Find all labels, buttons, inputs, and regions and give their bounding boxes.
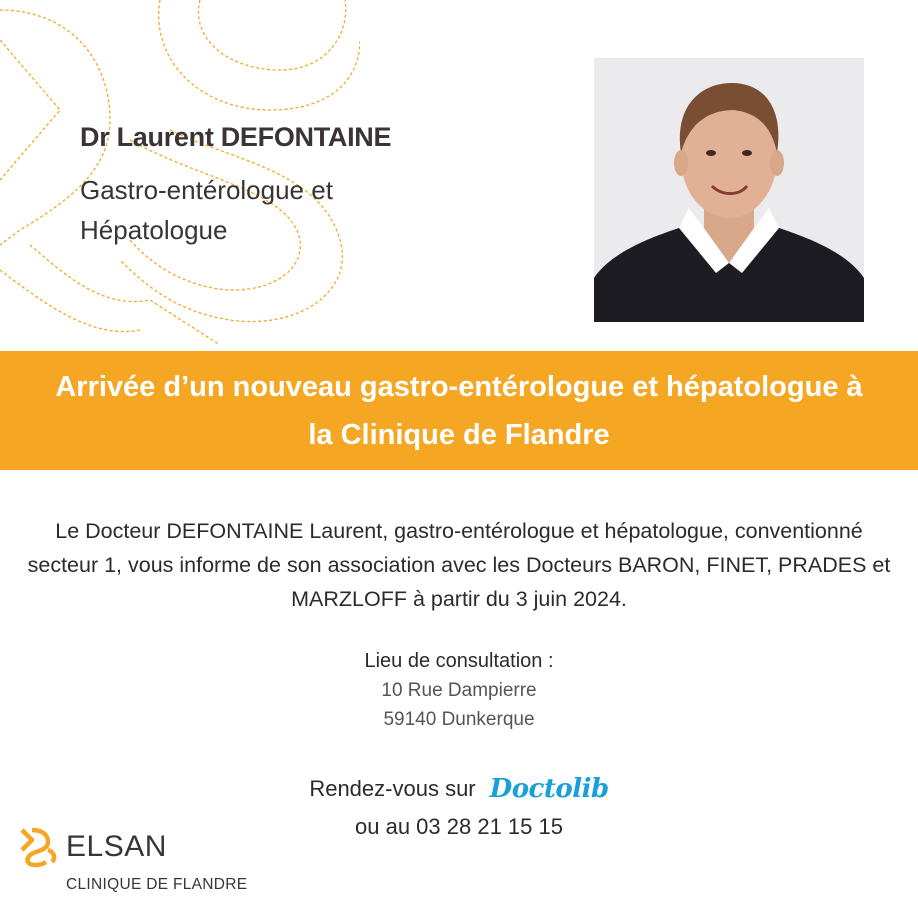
banner-title: Arrivée d’un nouveau gastro-entérologue et hépatologue à la Clinique de Flandre — [55, 370, 863, 451]
doctor-name: Dr Laurent DEFONTAINE — [80, 122, 392, 152]
portrait-illustration — [594, 58, 864, 322]
phone-number: ou au 03 28 21 15 15 — [355, 814, 563, 839]
address-city: 59140 Dunkerque — [383, 709, 535, 730]
doctolib-link[interactable]: Doctolib — [489, 774, 609, 804]
brand-subtitle: CLINIQUE DE FLANDRE — [66, 876, 248, 893]
appointment-line — [0, 774, 918, 804]
announcement-banner — [0, 351, 918, 470]
appointment-text: Rendez-vous sur — [309, 776, 476, 801]
doctor-specialty: Gastro-entérologue et Hépatologue — [80, 175, 333, 245]
location-label: Lieu de consultation : — [364, 650, 554, 672]
elsan-logo-icon — [18, 826, 58, 868]
intro-paragraph: Le Docteur DEFONTAINE Laurent, gastro-entérologue et hépatologue, conventionné secteur 1, vous informe de son association avec les Docteurs BARON, FINET, PRADES et MARZLOFF à partir du 3 juin 2024. — [27, 519, 891, 611]
doctor-portrait-image — [594, 58, 864, 322]
address-street: 10 Rue Dampierre — [381, 680, 537, 701]
brand-name: ELSAN — [66, 830, 167, 863]
